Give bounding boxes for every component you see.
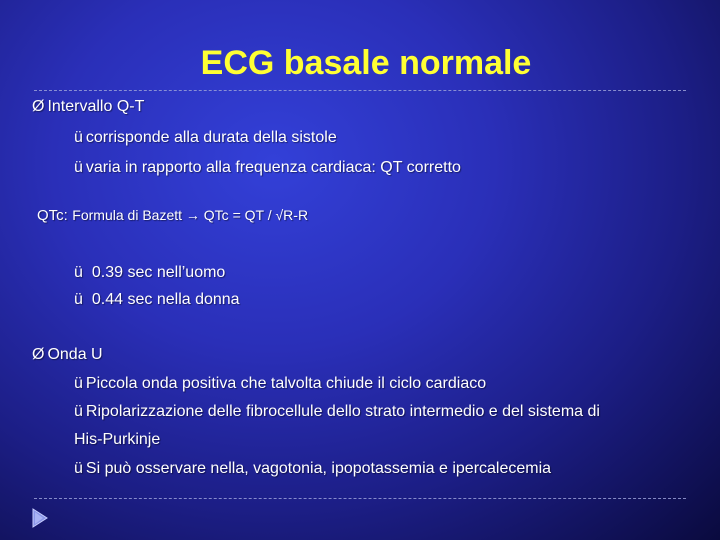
list-item-text: Si può osservare nella, vagotonia, ipopotassemia e ipercalecemia	[85, 460, 552, 477]
list-item-text: His-Purkinje	[74, 431, 161, 448]
qtc-formula-line	[37, 207, 308, 225]
check-bullet-icon: ü	[74, 403, 83, 420]
check-bullet-icon: ü	[74, 460, 83, 477]
section-heading: Onda U	[47, 346, 103, 363]
check-bullet-icon: ü	[74, 159, 83, 176]
qtc-term: QTc:	[37, 207, 68, 224]
section-intervallo-qt	[32, 98, 144, 116]
check-bullet-icon: ü	[74, 291, 83, 308]
list-item	[74, 264, 225, 282]
list-item	[74, 129, 337, 147]
list-item	[74, 460, 551, 478]
qt-value-women: 0.44 sec nella donna	[91, 291, 240, 308]
check-bullet-icon: ü	[74, 375, 83, 392]
section-heading: Intervallo Q-T	[47, 98, 145, 115]
list-item-continuation	[74, 431, 160, 449]
check-bullet-icon: ü	[74, 264, 83, 281]
list-item-text: varia in rapporto alla frequenza cardiaca: QT corretto	[85, 159, 461, 176]
bottom-divider	[34, 498, 686, 499]
list-item-text: Ripolarizzazione delle fibrocellule dello strato intermedio e del sistema di	[85, 403, 600, 420]
arrow-bullet-icon: Ø	[32, 346, 45, 363]
slide-title: ECG basale normale	[200, 44, 532, 82]
list-item	[74, 403, 600, 421]
arrow-bullet-icon: Ø	[32, 98, 45, 115]
list-item	[74, 291, 240, 309]
list-item	[74, 375, 486, 393]
top-divider	[34, 90, 686, 91]
list-item-text: Piccola onda positiva che talvolta chiude il ciclo cardiaco	[85, 375, 487, 392]
section-onda-u	[32, 346, 103, 364]
bazett-formula: Formula di Bazett → QTc = QT / √R-R	[72, 207, 309, 223]
list-item	[74, 159, 461, 177]
next-slide-arrow-icon[interactable]	[31, 507, 49, 529]
check-bullet-icon: ü	[74, 129, 83, 146]
qt-value-men: 0.39 sec nell’uomo	[91, 264, 226, 281]
list-item-text: corrisponde alla durata della sistole	[85, 129, 337, 146]
